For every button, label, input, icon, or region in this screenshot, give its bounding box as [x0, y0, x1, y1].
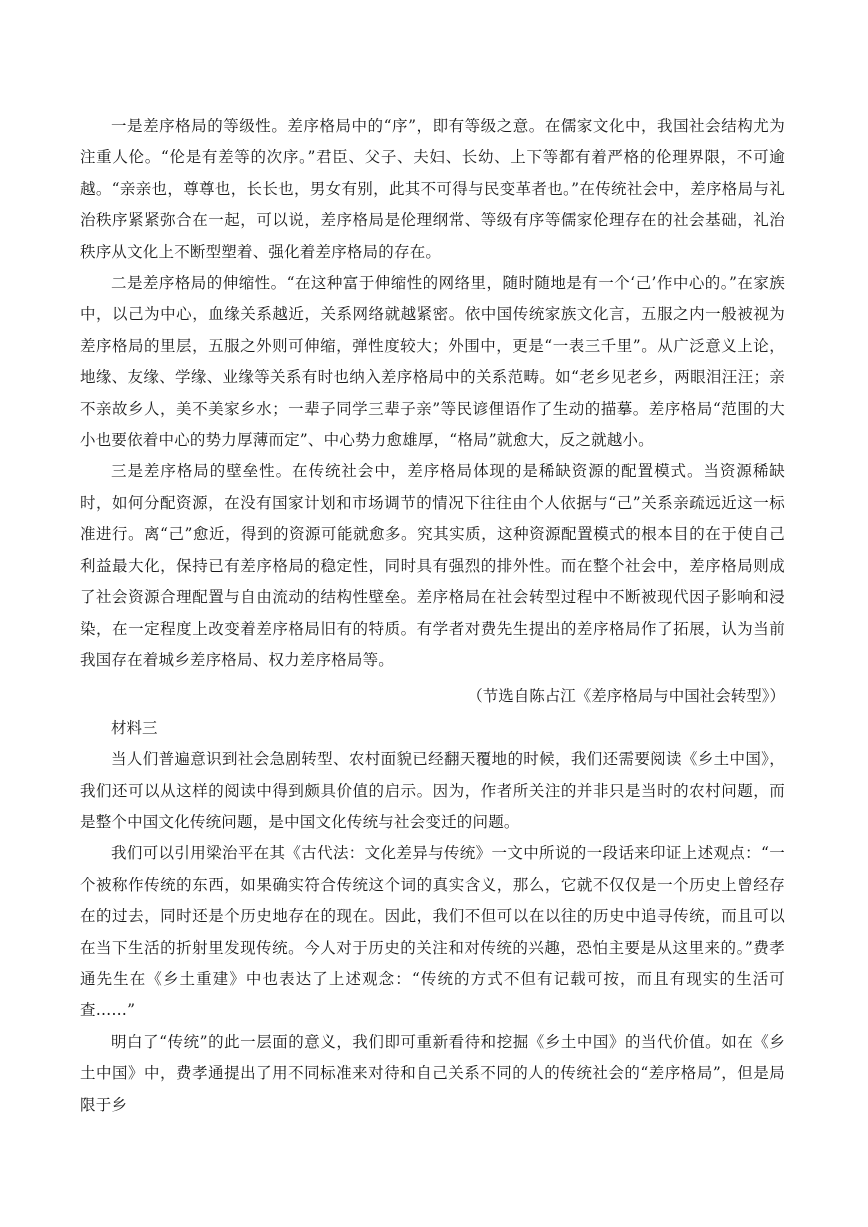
paragraph-contemporary-value: 明白了“传统”的此一层面的意义，我们即可重新看待和挖掘《乡土中国》的当代价值。如在《乡土中国》中，费孝通提出了用不同标准来对待和自己关系不同的人的传统社会的“差序格局”，但是局限于乡	[80, 1032, 785, 1114]
document-body	[80, 111, 785, 1121]
paragraph-barrier: 三是差序格局的壁垒性。在传统社会中，差序格局体现的是稀缺资源的配置模式。当资源稀缺时，如何分配资源，在没有国家计划和市场调节的情况下往往由个人依据与“己”关系亲疏远近这一标准进行。离“己”愈近，得到的资源可能就愈多。究其实质，这种资源配置模式的根本目的在于使自己利益最大化，保持已有差序格局的稳定性，同时具有强烈的排外性。而在整个社会中，差序格局则成了社会资源合理配置与自由流动的结构性壁垒。差序格局在社会转型过程中不断被现代因子影响和浸染，在一定程度上改变着差序格局旧有的特质。有学者对费先生提出的差序格局作了拓展，认为当前我国存在着城乡差序格局、权力差序格局等。	[80, 462, 785, 669]
paragraph-tradition-quote: 我们可以引用梁治平在其《古代法：文化差异与传统》一文中所说的一段话来印证上述观点：“一个被称作传统的东西，如果确实符合传统这个词的真实含义，那么，它就不仅仅是一个历史上曾经存在的过去，同时还是个历史地存在的现在。因此，我们不但可以在以往的历史中追寻传统，而且可以在当下生活的折射里发现传统。今人对于历史的关注和对传统的兴趣，恐怕主要是从这里来的。”费孝通先生在《乡土重建》中也表达了上述观念：“传统的方式不但有记载可按，而且有现实的生活可查……”	[80, 844, 785, 1020]
section-heading: 材料三	[111, 718, 158, 737]
paragraph-reading-value: 当人们普遍意识到社会急剧转型、农村面貌已经翻天覆地的时候，我们还需要阅读《乡土中国》，我们还可以从这样的阅读中得到颇具价值的启示。因为，作者所关注的并非只是当时的农村问题，而是整个中国文化传统问题，是中国文化传统与社会变迁的问题。	[80, 750, 785, 831]
paragraph-elasticity: 二是差序格局的伸缩性。“在这种富于伸缩性的网络里，随时随地是有一个‘己’作中心的。”在家族中，以己为中心，血缘关系越近，关系网络就越紧密。依中国传统家族文化言，五服之内一般被视为差序格局的里层，五服之外则可伸缩，弹性度较大；外围中，更是“一表三千里”。从广泛意义上论，地缘、友缘、学缘、业缘等关系有时也纳入差序格局中的关系范畴。如“老乡见老乡，两眼泪汪汪；亲不亲故乡人，美不美家乡水；一辈子同学三辈子亲”等民谚俚语作了生动的描摹。差序格局“范围的大小也要依着中心的势力厚薄而定”、中心势力愈雄厚，“格局”就愈大，反之就越小。	[80, 274, 785, 450]
source-citation: （节选自陈占江《差序格局与中国社会转型》）	[467, 687, 785, 706]
paragraph-hierarchy: 一是差序格局的等级性。差序格局中的“序”，即有等级之意。在儒家文化中，我国社会结构尤为注重人伦。“伦是有差等的次序。”君臣、父子、夫妇、长幼、上下等都有着严格的伦理界限，不可逾越。“亲亲也，尊尊也，长长也，男女有别，此其不可得与民变革者也。”在传统社会中，差序格局与礼治秩序紧紧弥合在一起，可以说，差序格局是伦理纲常、等级有序等儒家伦理存在的社会基础，礼治秩序从文化上不断型塑着、强化着差序格局的存在。	[80, 117, 785, 261]
